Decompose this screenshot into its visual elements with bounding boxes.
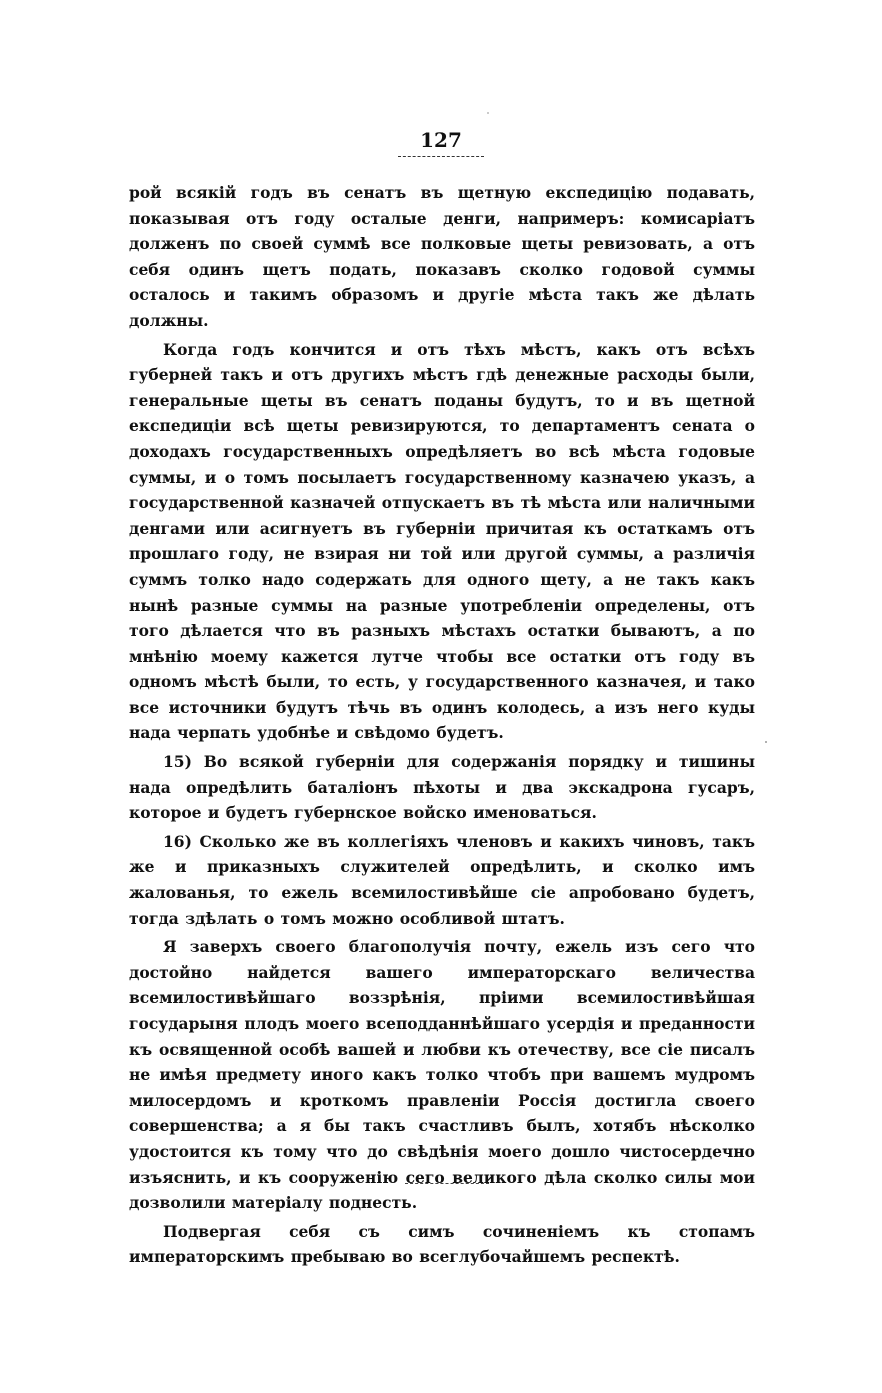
paper-speck bbox=[487, 112, 489, 114]
paragraph-dedication: Я заверхъ своего благополучія почту, ежель изъ сего что достойно найдется вашего императорскаго величества всемилостивѣйшаго воззрѣнія, пріими всемилостивѣйшая государыня плодъ моего всеподданнѣйшаго усердія и преданности къ освященной особѣ вашей и любви къ отечеству, все сіе писалъ не имѣя предмету иного какъ толко чтобъ при вашемъ мудромъ милосердомъ и кроткомъ правленіи Россія достигла своего совершенства; а я бы такъ счастливъ былъ, хотябъ нѣсколко удостоится къ тому что до свѣдѣнія моего дошло чистосердечно изъяснить, и къ сооруженію сего великого дѣла сколко силы мои дозволили матеріалу поднесть. bbox=[129, 937, 755, 1213]
page-number: 127 bbox=[420, 128, 462, 152]
paper-speck bbox=[765, 741, 767, 743]
end-separator-rule bbox=[405, 1183, 489, 1184]
body-text bbox=[129, 180, 755, 1270]
paragraph-item-15: 15) Во всякой губерніи для содержанія порядку и тишины нада опредѣлить баталіонъ пѣхоты и два экскадрона гусаръ, которое и будетъ губернское войско именоваться. bbox=[129, 752, 755, 823]
paragraph-closing: Подвергая себя съ симъ сочиненіемъ къ стопамъ императорскимъ пребываю во всеглубочайшемъ респектѣ. bbox=[129, 1221, 755, 1267]
paragraph-annual-accounts: Когда годъ кончится и отъ тѣхъ мѣстъ, какъ отъ всѣхъ губерней такъ и отъ другихъ мѣстъ гдѣ денежные расходы были, генеральные щеты въ сенатъ поданы будутъ, то и въ щетной експедиціи всѣ щеты ревизируются, то департаментъ сената о доходахъ государственныхъ опредѣляетъ во всѣ мѣста годовые суммы, и о томъ посылаетъ государственному казначею указъ, а государственной казначей отпускаетъ въ тѣ мѣста или наличными денгами или асигнуетъ въ губерніи причитая къ остаткамъ отъ прошлаго году, не взирая ни той или другой суммы, а различія суммъ толко надо содержать для одного щету, а не такъ какъ нынѣ разные суммы на разные употребленіи определены, отъ того дѣлается что въ разныхъ мѣстахъ остатки бываютъ, а по мнѣнію моему кажется лутче чтобы все остатки отъ году въ одномъ мѣстѣ были, то есть, у государственного казначея, и тако все источники будутъ тѣчь въ одинъ колодесь, а изъ него куды нада черпать удобнѣе и свѣдомо будетъ. bbox=[129, 339, 755, 743]
paragraph-continuation: рой всякій годъ въ сенатъ въ щетную експедицію подавать, показывая отъ году осталые денги, напримеръ: комисаріатъ долженъ по своей суммѣ все полковые щеты ревизовать, а отъ себя одинъ щетъ подать, показавъ сколко годовой суммы осталось и такимъ образомъ и другіе мѣста такъ же дѣлать должны. bbox=[129, 183, 755, 330]
paragraph-item-16: 16) Сколько же въ коллегіяхъ членовъ и какихъ чиновъ, такъ же и приказныхъ служителей опредѣлить, и сколко имъ жалованья, то ежель всемилостивѣйше сіе апробовано будетъ, тогда здѣлать о томъ можно особливой штатъ. bbox=[129, 831, 755, 928]
page-number-underline bbox=[398, 156, 484, 157]
